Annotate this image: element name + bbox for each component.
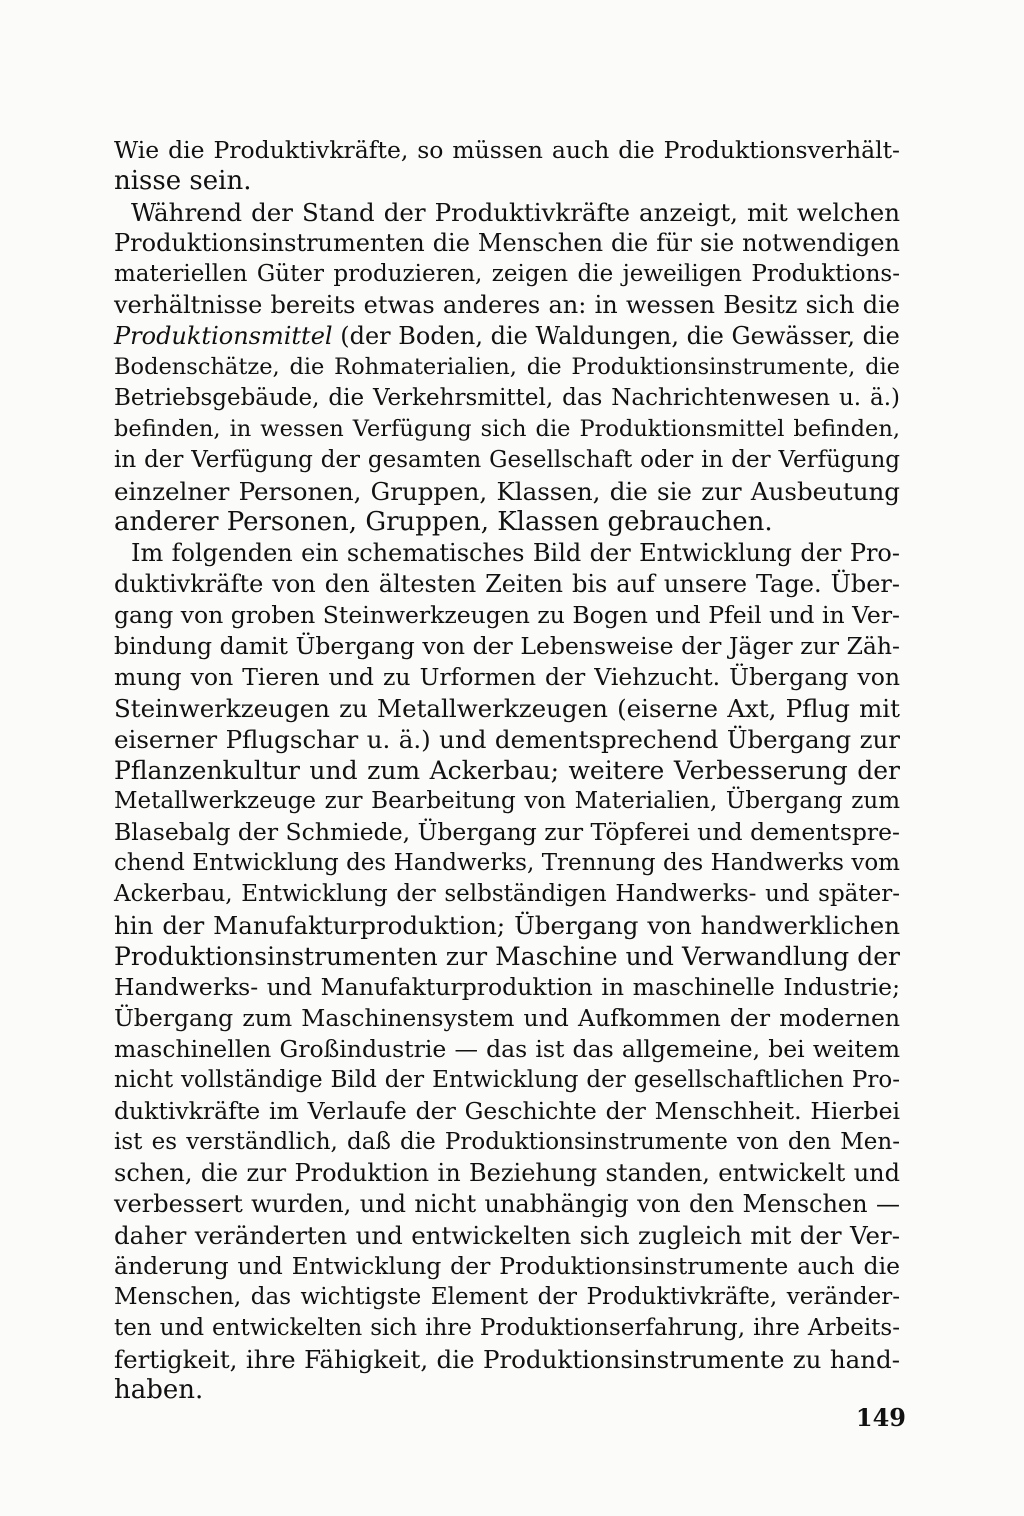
text-line: Blasebalg der Schmiede, Übergang zur Töpferei und dementspre- (114, 818, 900, 846)
text-line: ist es verständlich, daß die Produktionsinstrumente von den Men- (114, 1129, 900, 1155)
emphasized-term: Produktionsmittel (114, 322, 333, 350)
text-line: Menschen, das wichtigste Element der Produktivkräfte, veränder- (114, 1284, 900, 1310)
text-line: Ackerbau, Entwicklung der selbständigen Handwerks- und später- (114, 881, 900, 907)
text-line: maschinellen Großindustrie — das ist das allgemeine, bei weitem (114, 1035, 900, 1063)
text-line: Wie die Produktivkräfte, so müssen auch die Produktionsverhält- (114, 136, 900, 164)
text-line: fertigkeit, ihre Fähigkeit, die Produktionsinstrumente zu hand- (114, 1345, 900, 1374)
text-line: Produktionsinstrumenten die Menschen die für sie notwendigen (114, 229, 900, 257)
text-line: Bodenschätze, die Rohmaterialien, die Produktionsinstrumente, die (114, 354, 900, 380)
text-line: Im folgenden ein schematisches Bild der Entwicklung der Pro- (131, 539, 900, 567)
text-line: duktivkräfte im Verlaufe der Geschichte der Menschheit. Hierbei (114, 1097, 900, 1125)
text-line: Handwerks- und Manufakturproduktion in maschinelle Industrie; (114, 973, 900, 1001)
text-line: Produktionsinstrumenten zur Maschine und Verwandlung der (114, 942, 900, 971)
text-line: ten und entwickelten sich ihre Produktionserfahrung, ihre Arbeits- (114, 1315, 900, 1341)
text-line: materiellen Güter produzieren, zeigen die jeweiligen Produktions- (114, 261, 900, 287)
text-line: Metallwerkzeuge zur Bearbeitung von Materialien, Übergang zum (114, 788, 900, 814)
text-line: verbessert wurden, und nicht unabhängig von den Menschen — (114, 1190, 900, 1218)
text-line: änderung und Entwicklung der Produktionsinstrumente auch die (114, 1252, 900, 1280)
text-line: duktivkräfte von den ältesten Zeiten bis auf unsere Tage. Über- (114, 570, 900, 598)
text-line: hin der Manufakturproduktion; Übergang von handwerklichen (114, 911, 900, 940)
text-line: Während der Stand der Produktivkräfte anzeigt, mit welchen (131, 198, 900, 227)
text-line: Steinwerkzeugen zu Metallwerkzeugen (eiserne Axt, Pflug mit (114, 694, 900, 723)
text-line (114, 321, 900, 352)
text-line: befinden, in wessen Verfügung sich die Produktionsmittel befinden, (114, 416, 900, 442)
text-line: schen, die zur Produktion in Beziehung standen, entwickelt und (114, 1159, 900, 1187)
text-line: eiserner Pflugschar u. ä.) und dementsprechend Übergang zur (114, 725, 900, 754)
text-line: gang von groben Steinwerkzeugen zu Bogen und Pfeil und in Ver- (114, 601, 900, 629)
text-line: Betriebsgebäude, die Verkehrsmittel, das Nachrichtenwesen u. ä.) (114, 385, 900, 411)
text-line: nisse sein. (114, 166, 252, 196)
text-line-rest: (der Boden, die Waldungen, die Gewässer, die (340, 322, 900, 350)
text-line: nicht vollständige Bild der Entwicklung der gesellschaftlichen Pro- (114, 1067, 900, 1093)
text-line: chend Entwicklung des Handwerks, Trennung des Handwerks vom (114, 850, 900, 876)
page-number: 149 (855, 1403, 906, 1432)
text-line: einzelner Personen, Gruppen, Klassen, die sie zur Ausbeutung (114, 477, 900, 506)
text-line: anderer Personen, Gruppen, Klassen gebrauchen. (114, 507, 773, 537)
text-line: verhältnisse bereits etwas anderes an: in wessen Besitz sich die (114, 291, 900, 319)
text-line: Übergang zum Maschinensystem und Aufkommen der modernen (114, 1004, 900, 1032)
text-line: Pflanzenkultur und zum Ackerbau; weitere Verbesserung der (114, 756, 900, 785)
text-line: mung von Tieren und zu Urformen der Viehzucht. Übergang von (114, 663, 900, 691)
text-line: bindung damit Übergang von der Lebensweise der Jäger zur Zäh- (114, 632, 900, 660)
text-line: daher veränderten und entwickelten sich zugleich mit der Ver- (114, 1221, 900, 1250)
text-line: in der Verfügung der gesamten Gesellschaft oder in der Verfügung (114, 447, 900, 473)
text-line: haben. (114, 1375, 204, 1405)
